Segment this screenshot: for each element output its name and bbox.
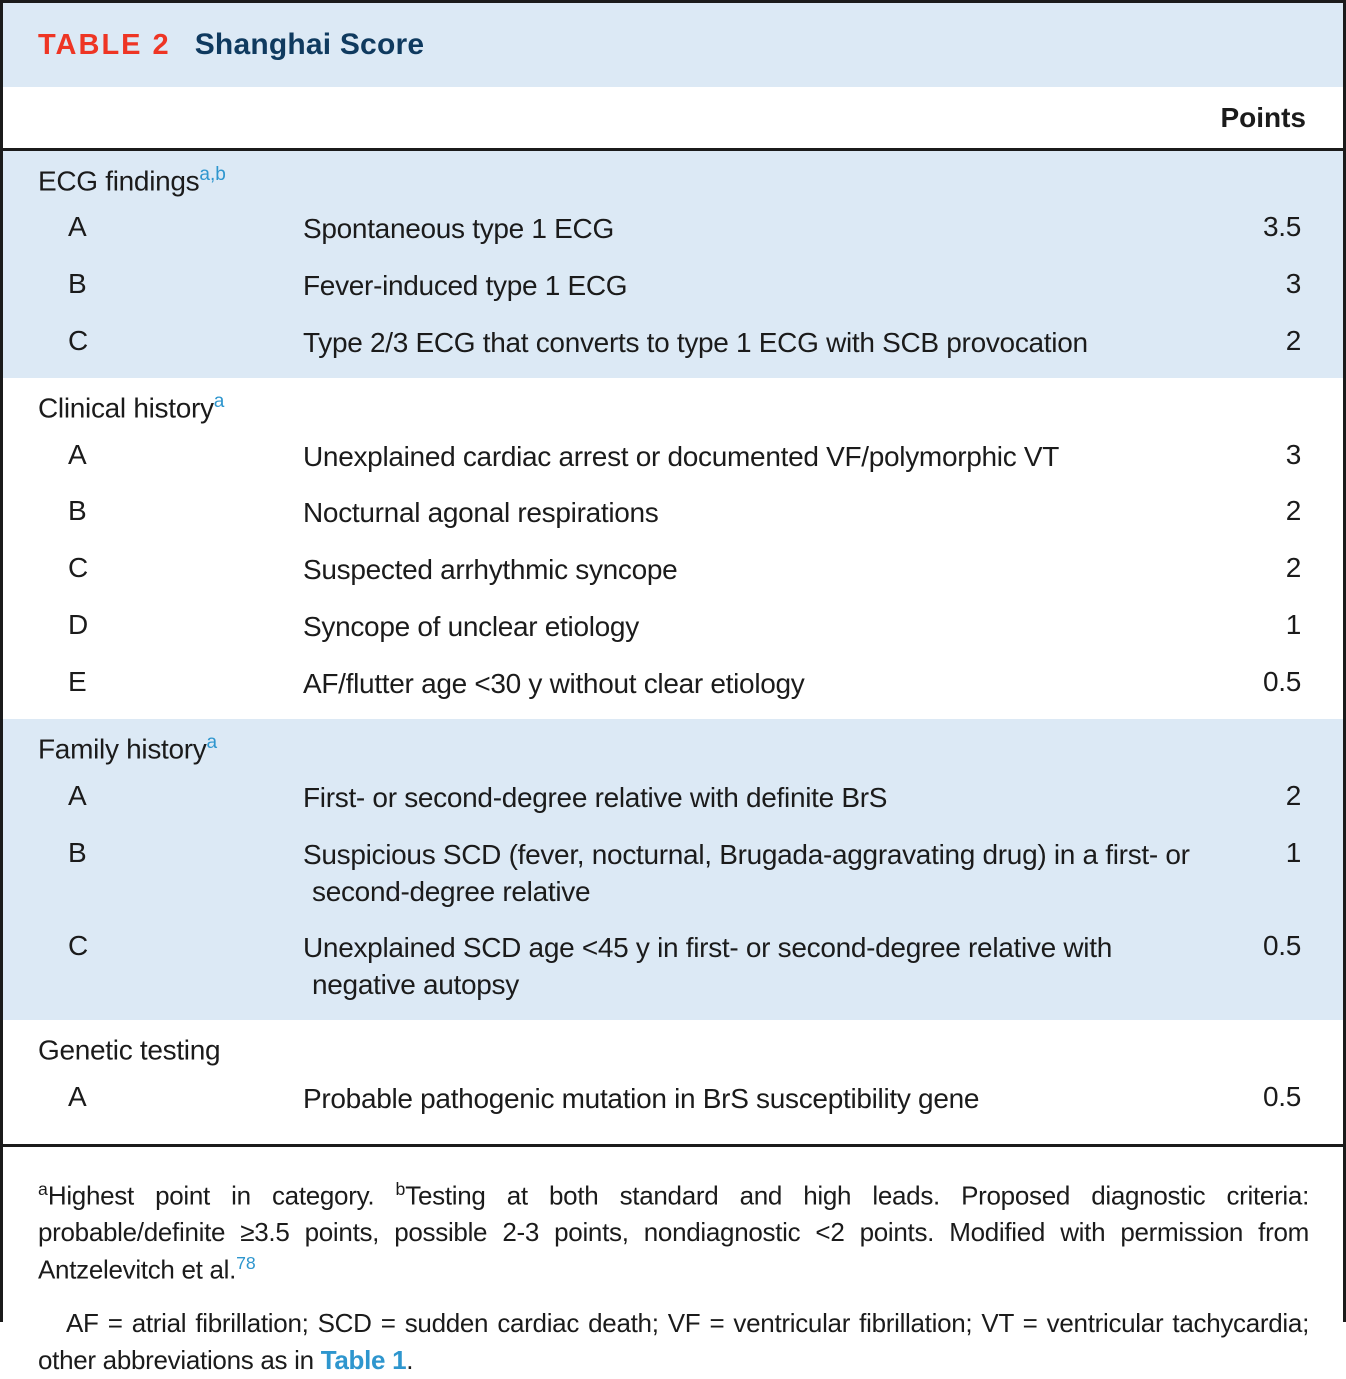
- row-letter: A: [68, 438, 87, 470]
- row-description: Unexplained cardiac arrest or documented VF/polymorphic VT: [303, 440, 1060, 472]
- table-row: [3, 920, 1343, 1014]
- footnote-marker-b: b: [395, 1178, 406, 1199]
- table-row: [3, 201, 1343, 258]
- points-column-header: Points: [1220, 101, 1306, 133]
- section-title-text: Genetic testing: [38, 1034, 221, 1066]
- row-description: Spontaneous type 1 ECG: [303, 213, 614, 245]
- row-letter: B: [68, 268, 87, 300]
- row-letter: C: [68, 552, 88, 584]
- row-description: AF/flutter age <30 y without clear etiology: [303, 668, 805, 700]
- section-footnote-marker: a,b: [199, 164, 226, 185]
- row-description: First- or second-degree relative with definite BrS: [303, 781, 888, 813]
- row-points: 2: [1285, 779, 1301, 811]
- row-letter: C: [68, 930, 88, 962]
- row-points: 1: [1285, 609, 1301, 641]
- table-row: [3, 315, 1343, 372]
- row-points: 3: [1285, 438, 1301, 470]
- row-description: Suspected arrhythmic syncope: [303, 554, 678, 586]
- table-body: [3, 151, 1343, 1144]
- row-letter: A: [68, 1080, 87, 1112]
- row-description: Suspicious SCD (fever, nocturnal, Brugada-aggravating drug) in a first- or second-degree relative: [303, 838, 1190, 907]
- row-points: 3.5: [1262, 211, 1301, 243]
- row-description: Probable pathogenic mutation in BrS susceptibility gene: [303, 1082, 980, 1114]
- table-row: [3, 827, 1343, 921]
- section-family-history: [3, 719, 1343, 1020]
- abbreviations-period: .: [406, 1344, 414, 1375]
- row-points: 0.5: [1262, 930, 1301, 962]
- row-description: Fever-induced type 1 ECG: [303, 270, 628, 302]
- table-row: [3, 1071, 1343, 1128]
- column-header-row: [3, 87, 1343, 151]
- table-title: Shanghai Score: [194, 28, 425, 61]
- table-number-label: TABLE 2: [38, 28, 171, 61]
- table-1-link[interactable]: Table 1: [320, 1344, 407, 1375]
- table-row: [3, 258, 1343, 315]
- section-footnote-marker: a: [206, 732, 218, 754]
- row-points: 1: [1285, 836, 1301, 868]
- table-row: [3, 656, 1343, 713]
- row-description: Type 2/3 ECG that converts to type 1 ECG with SCB provocation: [303, 327, 1088, 359]
- row-letter: D: [68, 609, 88, 641]
- row-points: 2: [1285, 325, 1301, 357]
- section-title-text: ECG findings: [38, 165, 200, 197]
- table-row: [3, 770, 1343, 827]
- section-header: [3, 1020, 1343, 1070]
- table-title-bar: [3, 3, 1343, 87]
- row-letter: C: [68, 325, 88, 357]
- section-clinical-history: [3, 378, 1343, 719]
- row-letter: B: [68, 836, 87, 868]
- row-description: Nocturnal agonal respirations: [303, 497, 659, 529]
- table-row: [3, 542, 1343, 599]
- section-title-text: Family history: [38, 733, 207, 765]
- footnote-text-b: Testing at both standard and high leads. Proposed diagnostic criteria: probable/definite ≥3.5 points, possible 2-3 points, nondiagnostic <2 points. Modified with permission from Antzelevitch et al.: [38, 1180, 1309, 1285]
- abbreviations-text: AF = atrial fibrillation; SCD = sudden cardiac death; VF = ventricular fibrillation; VT = ventricular tachycardia; other abbreviations as in: [38, 1307, 1309, 1375]
- footnote-marker-a: a: [38, 1178, 48, 1199]
- row-points: 2: [1285, 552, 1301, 584]
- section-genetic-testing: [3, 1020, 1343, 1143]
- row-description: Unexplained SCD age <45 y in first- or second-degree relative with negative autopsy: [303, 932, 1112, 1001]
- table-footnotes: [3, 1144, 1343, 1379]
- row-letter: E: [68, 666, 87, 698]
- section-footnote-marker: a: [213, 391, 225, 413]
- row-letter: B: [68, 495, 87, 527]
- footnote-abbreviations: [38, 1305, 1309, 1379]
- row-letter: A: [68, 779, 87, 811]
- section-header: [3, 151, 1343, 201]
- table-row: [3, 429, 1343, 486]
- section-title-text: Clinical history: [38, 392, 214, 424]
- row-points: 3: [1285, 268, 1301, 300]
- table-row: [3, 485, 1343, 542]
- footnote-text-a: Highest point in category.: [47, 1180, 396, 1211]
- section-header: [3, 719, 1343, 769]
- row-letter: A: [68, 211, 87, 243]
- citation-reference-78[interactable]: 78: [236, 1253, 256, 1274]
- row-points: 0.5: [1262, 1080, 1301, 1112]
- table-row: [3, 599, 1343, 656]
- row-points: 0.5: [1262, 666, 1301, 698]
- section-header: [3, 378, 1343, 428]
- row-description: Syncope of unclear etiology: [303, 611, 639, 643]
- row-points: 2: [1285, 495, 1301, 527]
- footnote-criteria: [38, 1177, 1309, 1289]
- section-ecg-findings: [3, 151, 1343, 378]
